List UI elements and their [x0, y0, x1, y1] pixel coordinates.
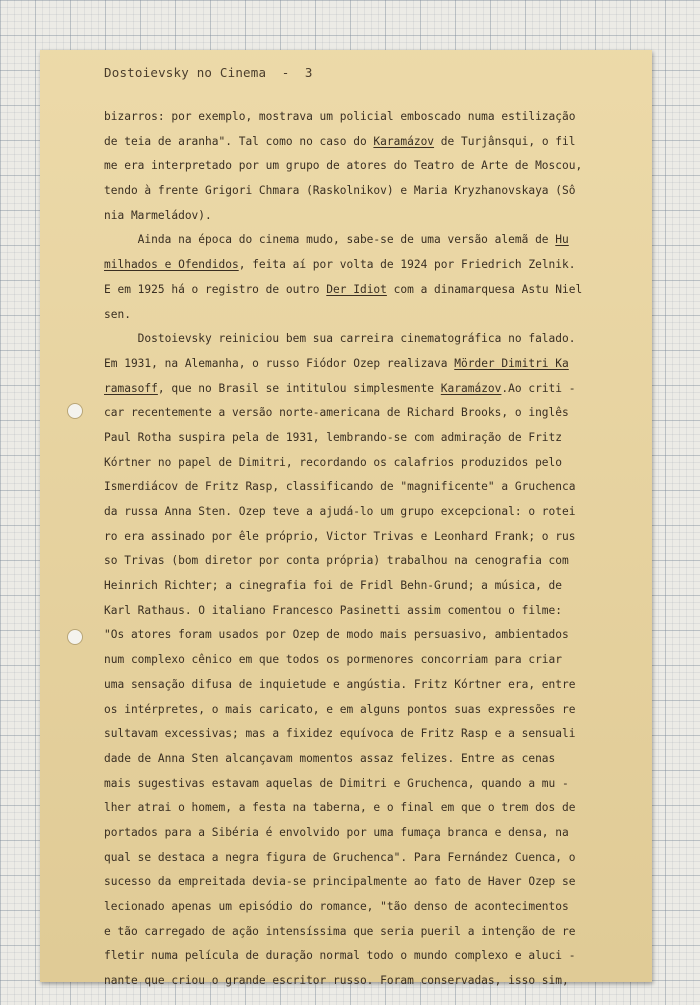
- punch-hole-top: [67, 403, 83, 419]
- text-segment: "Os atores foram usados por Ozep de modo mais persuasivo, ambientados: [104, 628, 569, 642]
- text-segment: lecionado apenas um episódio do romance, "tão denso de acontecimentos: [104, 900, 569, 913]
- text-line: [104, 920, 634, 945]
- text-segment: me era interpretado por um grupo de atores do Teatro de Arte de Moscou,: [104, 159, 583, 173]
- text-segment: e tão carregado de ação intensíssima que seria pueril a intenção de re: [104, 924, 576, 938]
- text-line: [104, 426, 634, 451]
- text-line: [104, 154, 634, 179]
- underlined-title: ramasoff: [104, 381, 158, 395]
- text-line: [104, 870, 634, 895]
- text-line: [104, 377, 634, 402]
- text-segment: sen.: [104, 307, 131, 321]
- text-segment: tendo à frente Grigori Chmara (Raskolnikov) e Maria Kryzhanovskaya (Sô: [104, 184, 576, 198]
- text-line: [104, 846, 634, 871]
- text-segment: so Trivas (bom diretor por conta própria) trabalhou na cenografia com: [104, 554, 569, 568]
- text-line: [104, 747, 634, 772]
- text-segment: car recentemente a versão norte-americana de Richard Brooks, o inglês: [104, 406, 569, 420]
- text-segment: os intérpretes, o mais caricato, e em alguns pontos suas expressões re: [104, 702, 576, 716]
- underlined-title: Karamázov: [440, 381, 502, 395]
- text-segment: E em 1925 há o registro de outro: [104, 282, 327, 296]
- text-segment: mais sugestivas estavam aquelas de Dimitri e Gruchenca, quando a mu -: [104, 776, 569, 790]
- text-line: [104, 253, 634, 278]
- text-segment: Dostoievsky reiniciou bem sua carreira cinematográfica no falado.: [104, 332, 576, 346]
- text-line: [104, 895, 634, 920]
- text-line: [104, 623, 634, 648]
- text-line: [104, 303, 634, 328]
- text-segment: sultavam excessivas; mas a fixidez equívoca de Fritz Rasp e a sensuali: [104, 727, 576, 741]
- text-line: [104, 130, 634, 155]
- text-segment: dade de Anna Sten alcançavam momentos assaz felizes. Entre as cenas: [104, 751, 556, 765]
- text-line: [104, 599, 634, 624]
- text-line: [104, 821, 634, 846]
- typewritten-page: [40, 50, 652, 988]
- text-line: [104, 698, 634, 723]
- text-segment: de teia de aranha". Tal como no caso do: [104, 134, 374, 148]
- text-line: [104, 228, 634, 253]
- text-line: [104, 451, 634, 476]
- underlined-title: milhados e Ofendidos: [104, 258, 239, 272]
- text-line: [104, 772, 634, 797]
- text-segment: qual se destaca a negra figura de Gruchenca". Para Fernández Cuenca, o: [104, 850, 576, 864]
- text-segment: portados para a Sibéria é envolvido por uma fumaça branca e densa, na: [104, 825, 569, 839]
- text-line: [104, 105, 634, 130]
- text-segment: Heinrich Richter; a cinegrafia foi de Fridl Behn-Grund; a música, de: [104, 579, 563, 593]
- text-line: [104, 475, 634, 500]
- text-segment: Kórtner no papel de Dimitri, recordando os calafrios produzidos pelo: [104, 455, 563, 469]
- text-line: [104, 722, 634, 747]
- text-line: [104, 401, 634, 426]
- text-segment: sucesso da empreitada devia-se principalmente ao fato de Haver Ozep se: [104, 875, 576, 889]
- text-segment: .Ao criti -: [501, 381, 576, 395]
- text-line: [104, 525, 634, 550]
- page-header: Dostoievsky no Cinema - 3: [104, 65, 313, 80]
- text-line: [104, 944, 634, 969]
- text-segment: nante que criou o grande escritor russo. Foram conservadas, isso sim,: [104, 974, 569, 988]
- text-segment: com a dinamarquesa Astu Niel: [386, 282, 583, 296]
- text-segment: de Turjânsqui, o fil: [434, 134, 576, 148]
- text-line: [104, 204, 634, 229]
- text-segment: bizarros: por exemplo, mostrava um policial emboscado numa estilização: [104, 110, 576, 123]
- text-segment: da russa Anna Sten. Ozep teve a ajudá-lo um grupo excepcional: o rotei: [104, 505, 576, 518]
- underlined-title: Karamázov: [373, 134, 435, 148]
- underlined-title: Mörder Dimitri Ka: [454, 356, 569, 370]
- text-segment: ro era assinado por êle próprio, Victor Trivas e Leonhard Frank; o rus: [104, 529, 576, 543]
- punch-hole-bottom: [67, 629, 83, 645]
- text-line: [104, 500, 634, 525]
- text-segment: , feita aí por volta de 1924 por Friedrich Zelnik.: [238, 258, 576, 272]
- text-segment: uma sensação difusa de inquietude e angústia. Fritz Kórtner era, entre: [104, 677, 576, 691]
- text-segment: Karl Rathaus. O italiano Francesco Pasinetti assim comentou o filme:: [104, 603, 563, 617]
- text-segment: Em 1931, na Alemanha, o russo Fiódor Ozep realizava: [104, 356, 455, 370]
- text-line: [104, 648, 634, 673]
- text-segment: Paul Rotha suspira pela de 1931, lembrando-se com admiração de Fritz: [104, 430, 563, 444]
- text-segment: num complexo cênico em que todos os pormenores concorriam para criar: [104, 653, 563, 667]
- text-segment: lher atrai o homem, a festa na taberna, e o final em que o trem dos de: [104, 801, 576, 815]
- underlined-title: Hu: [555, 233, 569, 247]
- underlined-title: Der Idiot: [326, 282, 387, 296]
- text-line: [104, 796, 634, 821]
- text-line: [104, 673, 634, 698]
- text-segment: Ismerdiácov de Fritz Rasp, classificando de "magnificente" a Gruchenca: [104, 480, 576, 494]
- text-line: [104, 278, 634, 303]
- text-segment: , que no Brasil se intitulou simplesmente: [157, 381, 441, 395]
- text-line: [104, 549, 634, 574]
- text-line: [104, 327, 634, 352]
- text-line: [104, 179, 634, 204]
- text-segment: Ainda na época do cinema mudo, sabe-se de uma versão alemã de: [104, 233, 556, 247]
- text-line: [104, 969, 634, 994]
- text-line: [104, 574, 634, 599]
- body-text: [104, 105, 634, 994]
- text-segment: nia Marmeládov).: [104, 208, 212, 222]
- text-line: [104, 352, 634, 377]
- text-segment: fletir numa película de duração normal todo o mundo complexo e aluci -: [104, 949, 576, 963]
